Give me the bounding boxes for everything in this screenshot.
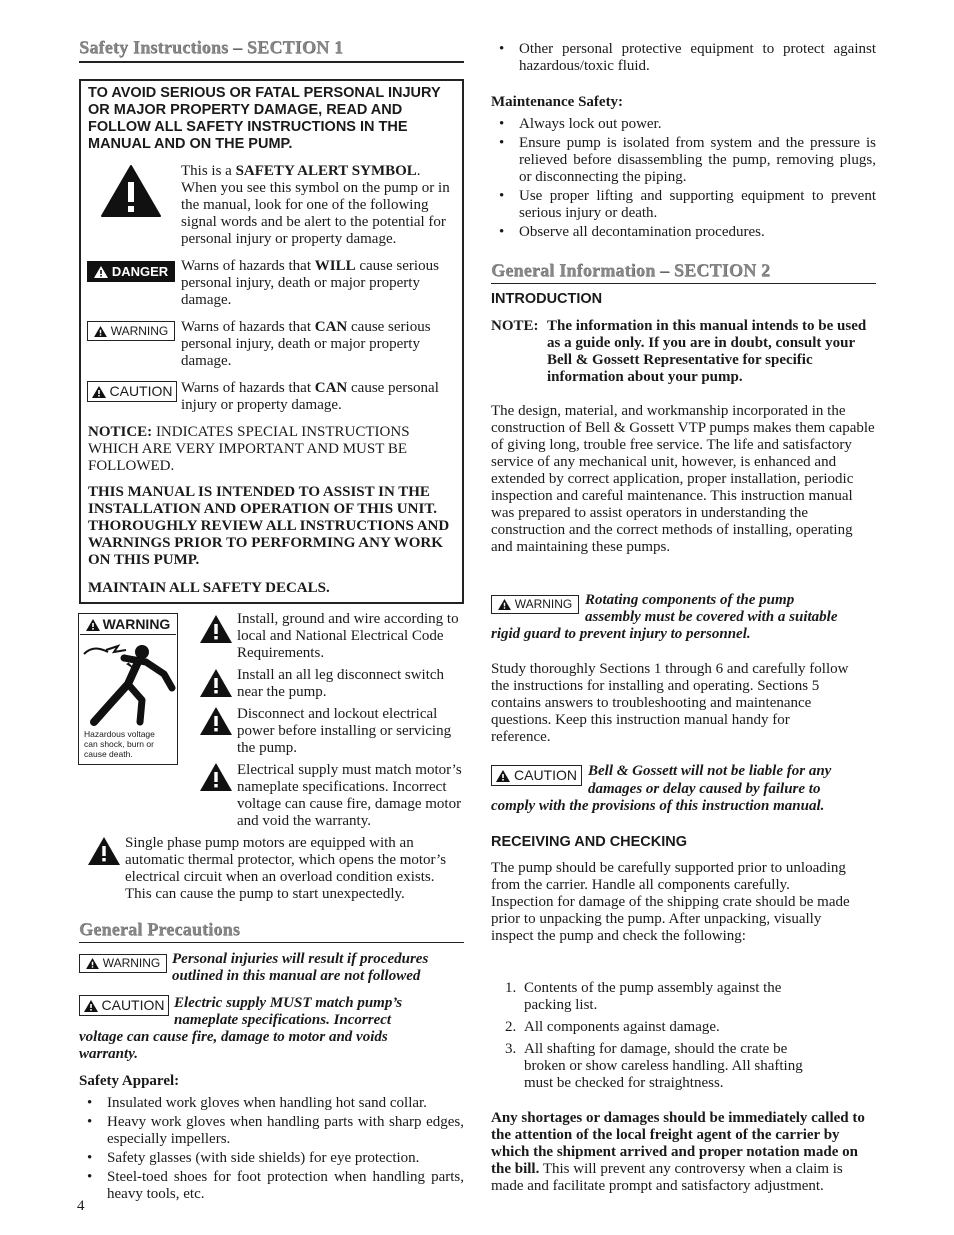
prec-caution-badge: CAUTION: [79, 995, 169, 1016]
maintenance-list: [491, 116, 876, 241]
list-item: • Steel-toed shoes for foot protection when handling parts, heavy tools, etc.: [79, 1169, 464, 1203]
shortage-paragraph: Any shortages or damages should be immediately called to the attention of the local freight agent of the carrier by which the shipment arrived and proper notation made on the bill. This will prevent any controversy when a claim is made and facilitate prompt and satisfactory adjustment.: [491, 1110, 865, 1194]
alert-icon: [496, 770, 510, 782]
receiving-heading: RECEIVING AND CHECKING: [491, 834, 688, 850]
note-label: NOTE:: [491, 318, 539, 334]
danger-badge: DANGER: [87, 261, 175, 282]
alert-icon: [199, 762, 233, 797]
alert-icon: [94, 266, 108, 278]
list-item: • Heavy work gloves when handling parts with sharp edges, especially impellers.: [79, 1114, 464, 1148]
study-paragraph: Study thoroughly Sections 1 through 6 and carefully follow the instructions for installing and operating. Sections 5 contains answers to troubleshooting and maintenance questions. Keep this instruction manual handy for reference.: [491, 661, 849, 745]
elec-item-4: Electrical supply must match motor’s nameplate specifications. Incorrect voltage can cause fire, damage motor and void the warranty.: [237, 762, 462, 829]
warning-badge: WARNING: [87, 321, 175, 341]
alert-icon: [92, 386, 106, 398]
elec-item-2: Install an all leg disconnect switch near the pump.: [237, 667, 445, 700]
receiving-paragraph: The pump should be carefully supported prior to unloading from the carrier. Handle all components carefully. Inspection for damage of the shipping crate should be made prior to unpacking the pump. After unpacking, visually inspect the pump and check the following:: [491, 860, 850, 944]
alert-icon: [498, 599, 511, 610]
list-item: • Ensure pump is isolated from system and the pressure is relieved before disassembling the pump, removing plugs, or disconnecting the piping.: [491, 135, 876, 186]
section1-rule: [79, 61, 464, 63]
bg-caution-text-2: damages or delay caused by failure to: [588, 781, 821, 797]
list-item: 1. Contents of the pump assembly against the packing list.: [505, 980, 782, 1013]
alert-heading: TO AVOID SERIOUS OR FATAL PERSONAL INJURY OR MAJOR PROPERTY DAMAGE, READ AND FOLLOW ALL SAFETY INSTRUCTIONS IN THE MANUAL AND ON THE PUMP.: [88, 85, 441, 152]
alert-icon: [87, 836, 121, 871]
caution-badge: CAUTION: [87, 381, 177, 402]
list-item: 3. All shafting for damage, should the crate be broken or show careless handling. All shafting must be checked for straightness.: [505, 1041, 803, 1091]
section2-title: General Information – SECTION 2: [491, 260, 771, 280]
prec-caution-text-1: Electric supply MUST match pump’s nameplate specifications. Incorrect: [174, 995, 403, 1028]
section1-title: Safety Instructions – SECTION 1: [79, 37, 344, 57]
notice-text: NOTICE: INDICATES SPECIAL INSTRUCTIONS WHICH ARE VERY IMPORTANT AND MUST BE FOLLOWED.: [88, 424, 410, 474]
list-item: • Always lock out power.: [491, 116, 876, 133]
manual-intended-text: THIS MANUAL IS INTENDED TO ASSIST IN THE INSTALLATION AND OPERATION OF THIS UNIT. THOROUGHLY REVIEW ALL INSTRUCTIONS AND WARNINGS PRIOR TO PERFORMING ANY WORK ON THIS PUMP.: [88, 484, 450, 568]
alert-icon: [86, 619, 100, 631]
check-list: [491, 980, 831, 1092]
rot-warning-text-3: rigid guard to prevent injury to personnel.: [491, 626, 751, 642]
bg-caution-text-3: comply with the provisions of this instruction manual.: [491, 798, 825, 814]
alert-icon: [199, 706, 233, 741]
bg-caution-text-1: Bell & Gossett will not be liable for any: [588, 763, 832, 779]
decal-caption: Hazardous voltage can shock, burn or cause death.: [84, 729, 155, 759]
precautions-rule: [79, 942, 464, 943]
list-item: • Insulated work gloves when handling hot sand collar.: [79, 1095, 464, 1112]
alert-icon: [84, 1000, 98, 1012]
danger-text: Warns of hazards that WILL cause serious personal injury, death or major property damage.: [181, 258, 439, 308]
apparel-title: Safety Apparel:: [79, 1073, 180, 1089]
list-item: 2. All components against damage.: [505, 1019, 720, 1035]
apparel-list: [79, 1095, 464, 1203]
alert-icon: [199, 614, 233, 649]
list-item: • Other personal protective equipment to protect against hazardous/toxic fluid.: [491, 41, 876, 75]
single-phase-text: Single phase pump motors are equipped with an automatic thermal protector, which opens the motor’s electrical circuit when an overload condition exists. This can cause the pump to start unexpectedly.: [125, 835, 447, 902]
bg-caution-badge: CAUTION: [491, 765, 582, 786]
rot-warning-badge: WARNING: [491, 595, 579, 614]
rot-warning-text-2: assembly must be covered with a suitable: [585, 609, 838, 625]
alert-icon: [199, 668, 233, 703]
top-list: [491, 41, 876, 75]
prec-caution-text-2: voltage can cause fire, damage to motor and voids warranty.: [79, 1029, 388, 1062]
prec-warning-badge: WARNING: [79, 954, 167, 973]
rot-warning-text-1: Rotating components of the pump: [585, 592, 795, 608]
alert-icon: [86, 958, 99, 969]
elec-item-3: Disconnect and lockout electrical power before installing or servicing the pump.: [237, 706, 452, 756]
list-item: • Use proper lifting and supporting equipment to prevent serious injury or death.: [491, 188, 876, 222]
list-item: • Safety glasses (with side shields) for eye protection.: [79, 1150, 464, 1167]
warning-text: Warns of hazards that CAN cause serious personal injury, death or major property damage.: [181, 319, 431, 369]
maintain-decals-text: MAINTAIN ALL SAFETY DECALS.: [88, 580, 330, 596]
page-number: 4: [77, 1198, 85, 1214]
intro-heading: INTRODUCTION: [491, 291, 603, 307]
section2-rule: [491, 283, 876, 284]
decal-header: WARNING: [80, 615, 176, 635]
prec-warning-text: Personal injuries will result if procedures outlined in this manual are not followed: [172, 951, 429, 984]
note-text: The information in this manual intends to be used as a guide only. If you are in doubt, consult your Bell & Gossett Representative for specific information about your pump.: [547, 318, 867, 385]
elec-item-1: Install, ground and wire according to local and National Electrical Code Requirements.: [237, 611, 459, 661]
caution-text: Warns of hazards that CAN cause personal injury or property damage.: [181, 380, 439, 413]
safety-alert-icon: [100, 164, 162, 223]
alert-icon: [94, 326, 107, 337]
safety-symbol-text: This is a SAFETY ALERT SYMBOL. When you see this symbol on the pump or in the manual, look for one of the following signal words and be alert to the potential for personal injury or property damage.: [181, 163, 450, 247]
maintenance-title: Maintenance Safety:: [491, 94, 624, 110]
electric-shock-icon: [80, 638, 176, 731]
list-item: • Observe all decontamination procedures.: [491, 224, 876, 241]
intro-paragraph: The design, material, and workmanship incorporated in the construction of Bell & Gossett VTP pumps makes them capable of giving long, trouble free service. The life and satisfactory service of any mechanical unit, however, is enhanced and extended by correct application, proper installation, periodic inspection and careful maintenance. This instruction manual was prepared to assist operators in understanding the construction and the correct methods of installing, operating and maintaining these pumps.: [491, 403, 875, 555]
precautions-title: General Precautions: [79, 919, 240, 939]
